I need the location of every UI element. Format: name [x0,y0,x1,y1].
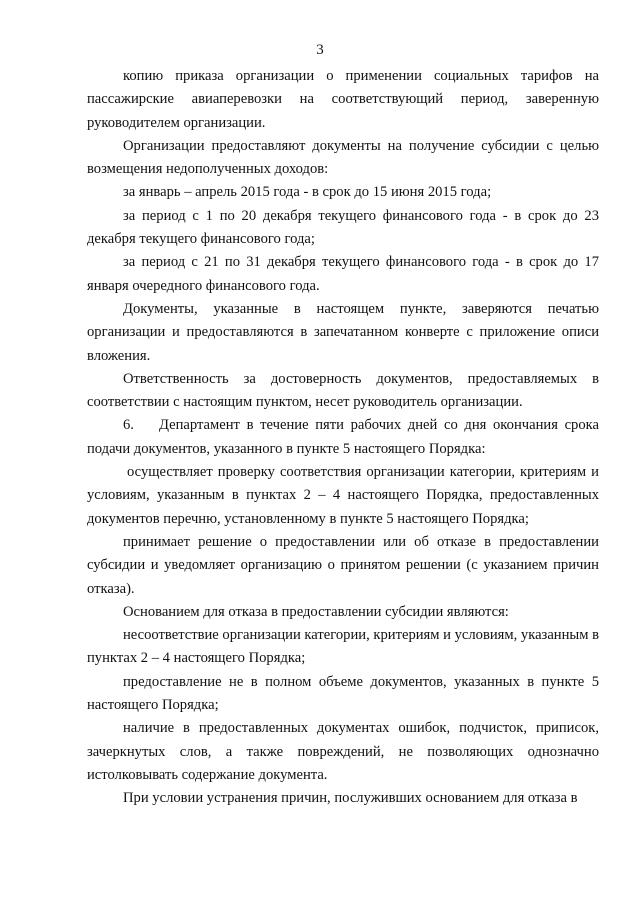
paragraph-checks-compliance: осуществляет проверку соответствия организации категории, критериям и условиям, указанным в пунктах 2 – 4 настоящего Порядка, предоставленных документов перечню, установленному в пункте 5 настоящего Порядка; [87,464,599,527]
paragraph-refusal-grounds: Основанием для отказа в предоставлении субсидии являются: [123,603,509,620]
paragraph-incomplete-documents: предоставление не в полном объеме документов, указанных в пункте 5 настоящего Порядка; [87,673,599,714]
paragraph-non-compliance: несоответствие организации категории, критериям и условиям, указанным в пунктах 2 – 4 настоящего Порядка; [87,627,599,667]
document-body [87,65,599,811]
paragraph-makes-decision: принимает решение о предоставлении или об отказе в предоставлении субсидии и уведомляет организацию о принятом решении (с указанием причин отказа). [87,533,599,597]
paragraph-organizations-submit: Организации предоставляют документы на получение субсидии с целью возмещения недополученных доходов: [87,137,599,178]
paragraph-copy-order: копию приказа организации о применении социальных тарифов на пассажирские авиаперевозки на соответствующий период, заверенную руководителем организации. [87,68,599,131]
paragraph-deadline-dec-1-20: за период с 1 по 20 декабря текущего финансового года - в срок до 23 декабря текущего финансового года; [87,207,599,248]
item-6-text: Департамент в течение пяти рабочих дней со дня окончания срока подачи документов, указанного в пункте 5 настоящего Порядка: [87,417,599,457]
paragraph-elimination-of-reasons: При условии устранения причин, послуживших основанием для отказа в [123,790,578,807]
paragraph-deadline-dec-21-31: за период с 21 по 31 декабря текущего финансового года - в срок до 17 января очередного финансового года. [87,254,599,294]
item-number: 6. [123,417,134,434]
page-number: 3 [316,42,324,58]
paragraph-item-6 [87,414,599,461]
paragraph-documents-certified: Документы, указанные в настоящем пункте, заверяются печатью организации и предоставляются в запечатанном конверте с приложение описи вложения. [87,300,599,364]
paragraph-errors-in-documents: наличие в предоставленных документах ошибок, подчисток, приписок, зачеркнутых слов, а также повреждений, не позволяющих однозначно истолковывать содержание документа. [87,720,599,783]
paragraph-responsibility: Ответственность за достоверность документов, предоставляемых в соответствии с настоящим пунктом, несет руководитель организации. [87,370,599,411]
paragraph-deadline-jan-apr: за январь – апрель 2015 года - в срок до 15 июня 2015 года; [123,184,492,201]
